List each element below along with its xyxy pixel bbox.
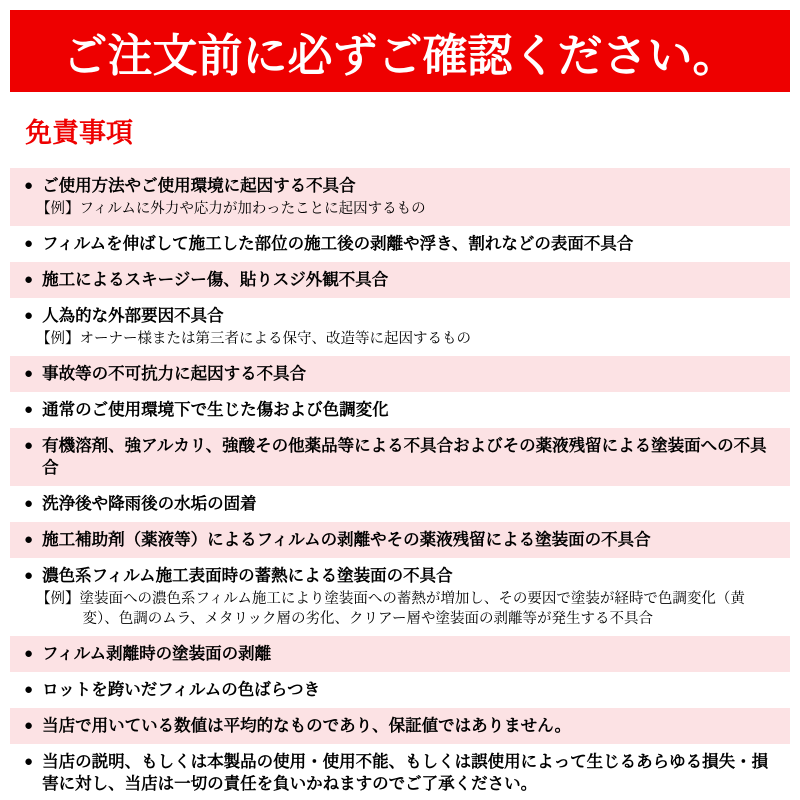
bullet-icon: ● (24, 495, 34, 512)
list-item (10, 428, 790, 486)
bullet-icon: ● (24, 717, 34, 734)
list-item-example: 【例】オーナー様または第三者による保守、改造等に起因するもの (36, 331, 472, 347)
list-item (10, 298, 790, 356)
list-item (10, 486, 790, 522)
list-item-text: 洗浄後や降雨後の水垢の固着 (42, 495, 257, 513)
confirm-before-order-banner (10, 10, 790, 92)
list-item-body (42, 233, 778, 255)
list-item-text: 当店の説明、もしくは本製品の使用・使用不能、もしくは誤使用によって生じるあらゆる損失・損害に対し、当店は一切の責任を負いかねますのでご了承ください。 (42, 753, 769, 793)
list-item (10, 672, 790, 708)
list-item-body (36, 565, 778, 629)
list-item (10, 226, 790, 262)
list-item (10, 262, 790, 298)
page-title: 免責事項 (25, 118, 133, 148)
list-item-body (42, 435, 778, 479)
list-item-body (42, 679, 778, 701)
bullet-icon: ● (24, 645, 34, 662)
list-item-text: 施工補助剤（薬液等）によるフィルムの剥離やその薬液残留による塗装面の不具合 (42, 531, 651, 549)
list-item-text: フィルム剥離時の塗装面の剥離 (42, 645, 272, 663)
list-item-body (36, 305, 778, 349)
list-item-body (36, 175, 778, 219)
list-item-body (42, 643, 778, 665)
list-item-text: フィルムを伸ばして施工した部位の施工後の剥離や浮き、割れなどの表面不具合 (42, 235, 634, 253)
list-item-body (42, 751, 778, 795)
list-item-text: 事故等の不可抗力に起因する不具合 (42, 365, 307, 383)
list-item (10, 708, 790, 744)
list-item-text: ロットを跨いだフィルムの色ばらつき (42, 681, 321, 699)
list-item-body (42, 363, 778, 385)
bullet-icon: ● (24, 567, 34, 584)
banner-text: ご注文前に必ずご確認ください。 (62, 29, 738, 81)
list-item (10, 558, 790, 636)
list-item-text: 通常のご使用環境下で生じた傷および色調変化 (42, 401, 389, 419)
bullet-icon: ● (24, 401, 34, 418)
bullet-icon: ● (24, 271, 34, 288)
list-item-body (42, 715, 778, 737)
bullet-icon: ● (24, 681, 34, 698)
list-item (10, 356, 790, 392)
list-item-text: ご使用方法やご使用環境に起因する不具合 (42, 177, 356, 195)
bullet-icon: ● (24, 531, 34, 548)
list-item (10, 636, 790, 672)
list-item-example: 【例】フィルムに外力や応力が加わったことに起因するもの (36, 201, 426, 217)
list-item-body (42, 399, 778, 421)
list-item (10, 744, 790, 800)
list-item-text: 施工によるスキージー傷、貼りスジ外観不具合 (42, 271, 389, 289)
disclaimer-list (10, 168, 790, 800)
bullet-icon: ● (24, 307, 34, 324)
list-item-text: 人為的な外部要因不具合 (42, 307, 224, 325)
list-item-text: 有機溶剤、強アルカリ、強酸その他薬品等による不具合およびその薬液残留による塗装面への不具合 (42, 437, 767, 477)
list-item-body (42, 529, 778, 551)
list-item-text: 濃色系フィルム施工表面時の蓄熱による塗装面の不具合 (42, 567, 453, 585)
bullet-icon: ● (24, 753, 34, 770)
list-item-text: 当店で用いている数値は平均的なものであり、保証値ではありません。 (42, 717, 572, 735)
list-item (10, 168, 790, 226)
bullet-icon: ● (24, 365, 34, 382)
list-item (10, 522, 790, 558)
list-item (10, 392, 790, 428)
list-item-example: 【例】塗装面への濃色系フィルム施工により塗装面への蓄熱が増加し、その要因で塗装が経時で色調変化（黄変）、色調のムラ、メタリック層の劣化、クリアー層や塗装面の剥離等が発生する不具合 (36, 591, 745, 627)
bullet-icon: ● (24, 437, 34, 454)
bullet-icon: ● (24, 177, 34, 194)
list-item-body (42, 493, 778, 515)
bullet-icon: ● (24, 235, 34, 252)
list-item-body (42, 269, 778, 291)
